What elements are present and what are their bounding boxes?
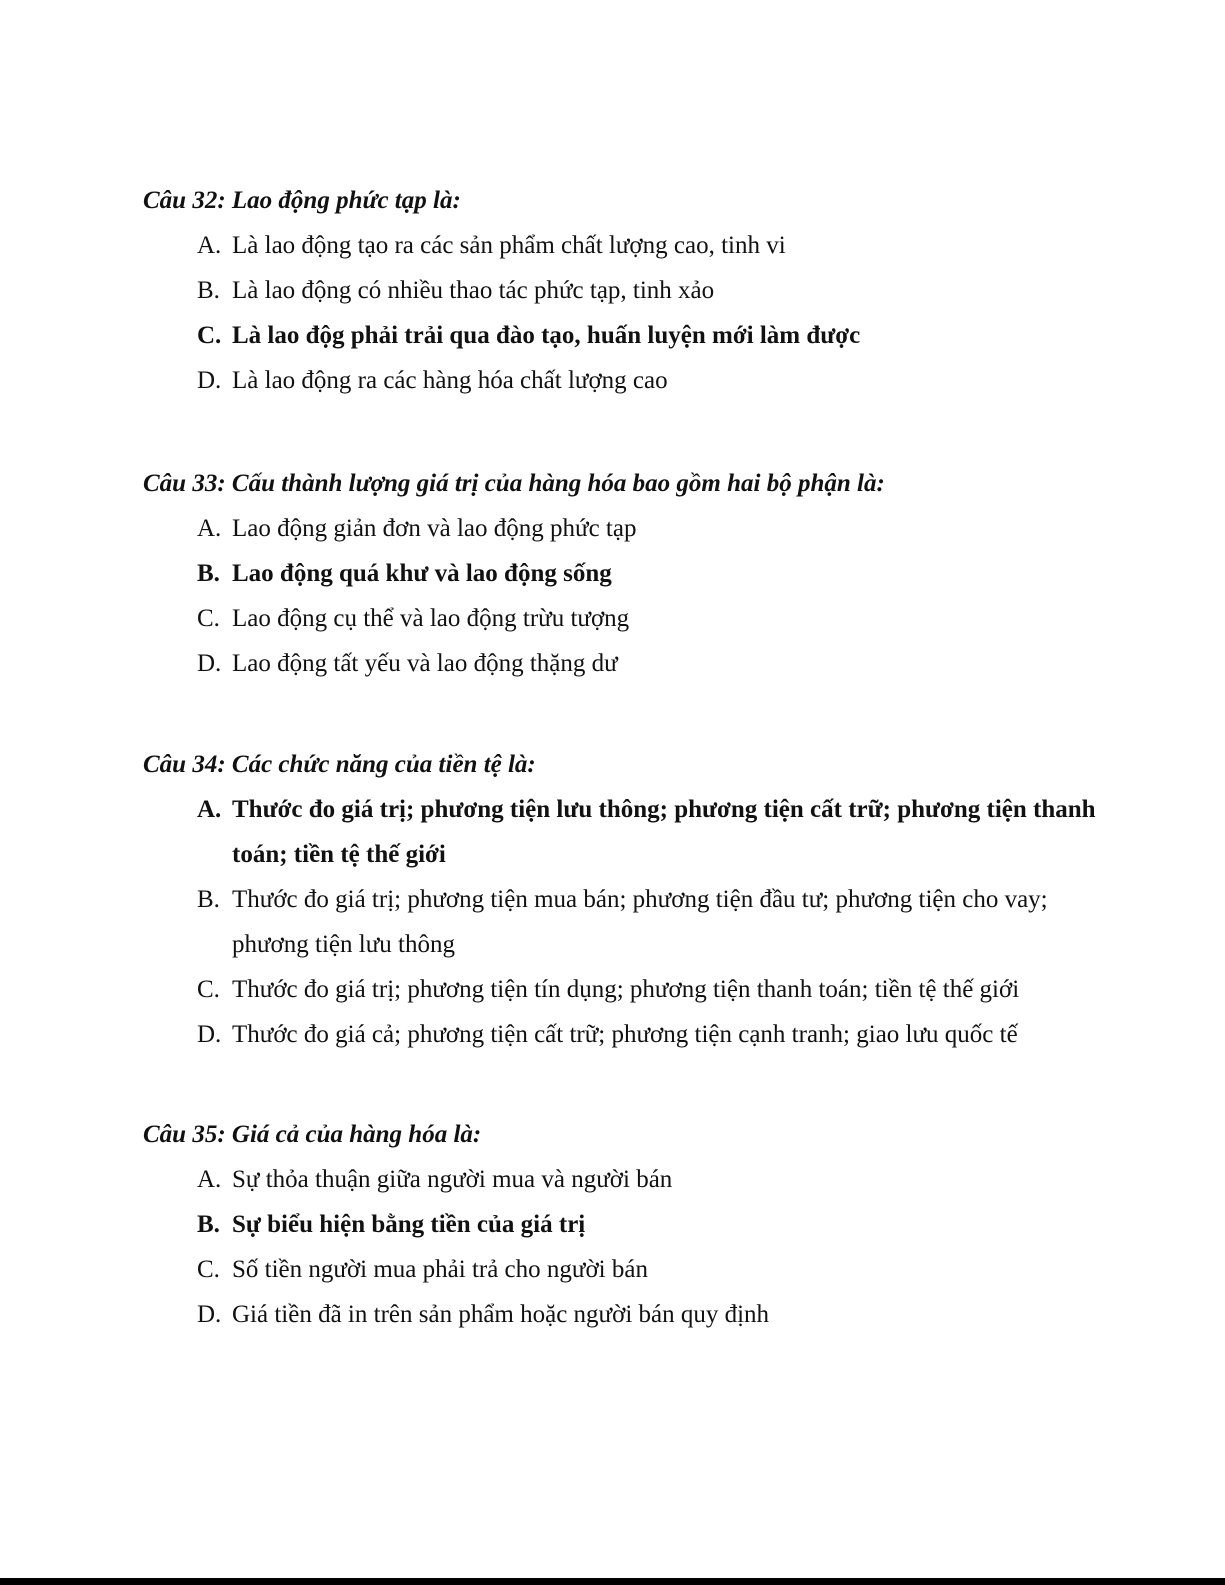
option-text: Lao động quá khư và lao động sống bbox=[232, 560, 612, 587]
question-title: Câu 35: Giá cả của hàng hóa là: bbox=[143, 1121, 482, 1148]
option-letter: B. bbox=[197, 886, 220, 913]
question-32 bbox=[143, 179, 1103, 403]
option-text: Thước đo giá trị; phương tiện lưu thông; phương tiện cất trữ; phương tiện thanh toán; tiền tệ thế giới bbox=[232, 796, 1096, 868]
option-letter: A. bbox=[197, 796, 222, 823]
option-c bbox=[143, 1247, 1103, 1292]
option-b-correct-answer bbox=[143, 551, 1103, 596]
option-d bbox=[143, 1292, 1103, 1337]
option-text: Thước đo giá cả; phương tiện cất trữ; phương tiện cạnh tranh; giao lưu quốc tế bbox=[232, 1021, 1018, 1048]
option-d bbox=[143, 1012, 1103, 1057]
option-a bbox=[143, 1157, 1103, 1202]
option-text: Là lao động có nhiều thao tác phức tạp, tinh xảo bbox=[232, 277, 715, 304]
option-letter: A. bbox=[197, 515, 222, 542]
option-a bbox=[143, 506, 1103, 551]
option-letter: C. bbox=[197, 322, 222, 349]
option-text: Thước đo giá trị; phương tiện tín dụng; phương tiện thanh toán; tiền tệ thế giới bbox=[232, 976, 1020, 1003]
option-letter: B. bbox=[197, 1211, 220, 1238]
option-text: Lao động tất yếu và lao động thặng dư bbox=[232, 650, 618, 677]
option-list bbox=[143, 1157, 1103, 1337]
option-text: Số tiền người mua phải trả cho người bán bbox=[232, 1256, 648, 1283]
option-a bbox=[143, 223, 1103, 268]
option-letter: D. bbox=[197, 367, 222, 394]
option-d bbox=[143, 641, 1103, 686]
option-text: Là lao độg phải trải qua đào tạo, huấn luyện mới làm được bbox=[232, 322, 861, 349]
option-text: Sự thỏa thuận giữa người mua và người bán bbox=[232, 1166, 673, 1193]
question-title: Câu 33: Cấu thành lượng giá trị của hàng hóa bao gồm hai bộ phận là: bbox=[143, 470, 885, 497]
option-letter: C. bbox=[197, 976, 220, 1003]
option-letter: A. bbox=[197, 232, 222, 259]
page-bottom-border bbox=[0, 1578, 1225, 1585]
option-text: Là lao động ra các hàng hóa chất lượng cao bbox=[232, 367, 668, 394]
option-letter: C. bbox=[197, 1256, 220, 1283]
question-title: Câu 34: Các chức năng của tiền tệ là: bbox=[143, 751, 536, 778]
question-title: Câu 32: Lao động phức tạp là: bbox=[143, 187, 461, 214]
option-list bbox=[143, 223, 1103, 403]
option-text: Lao động giản đơn và lao động phức tạp bbox=[232, 515, 637, 542]
option-text: Là lao động tạo ra các sản phẩm chất lượng cao, tinh vi bbox=[232, 232, 786, 259]
option-list bbox=[143, 506, 1103, 686]
option-text: Sự biểu hiện bằng tiền của giá trị bbox=[232, 1211, 586, 1238]
option-c bbox=[143, 596, 1103, 641]
option-d bbox=[143, 358, 1103, 403]
option-letter: D. bbox=[197, 650, 222, 677]
option-b bbox=[143, 268, 1103, 313]
option-letter: D. bbox=[197, 1301, 222, 1328]
option-text: Giá tiền đã in trên sản phẩm hoặc người bán quy định bbox=[232, 1301, 770, 1328]
option-text: Thước đo giá trị; phương tiện mua bán; phương tiện đầu tư; phương tiện cho vay; phương tiện lưu thông bbox=[232, 886, 1048, 958]
option-letter: D. bbox=[197, 1021, 222, 1048]
option-text: Lao động cụ thể và lao động trừu tượng bbox=[232, 605, 630, 632]
option-letter: A. bbox=[197, 1166, 222, 1193]
question-35 bbox=[143, 1113, 1103, 1337]
question-34 bbox=[143, 743, 1103, 1057]
option-letter: B. bbox=[197, 277, 220, 304]
option-b bbox=[143, 877, 1103, 967]
option-letter: C. bbox=[197, 605, 220, 632]
option-list bbox=[143, 787, 1103, 1057]
option-b-correct-answer bbox=[143, 1202, 1103, 1247]
option-letter: B. bbox=[197, 560, 220, 587]
option-c-correct-answer bbox=[143, 313, 1103, 358]
question-33 bbox=[143, 462, 1103, 686]
option-a-correct-answer bbox=[143, 787, 1103, 877]
option-c bbox=[143, 967, 1103, 1012]
